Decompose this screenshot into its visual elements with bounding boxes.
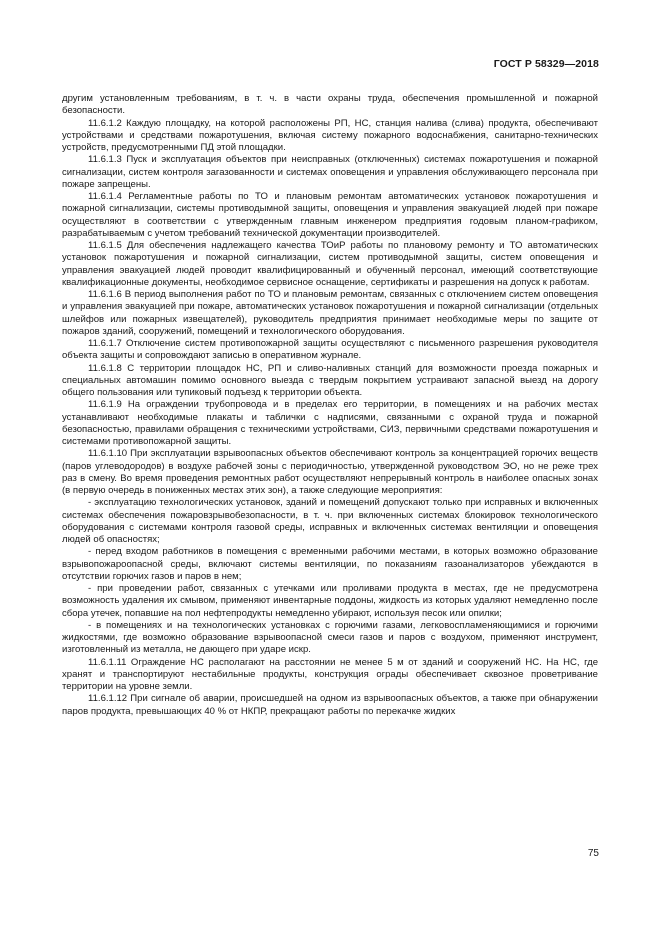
paragraph-11-6-1-7: 11.6.1.7 Отключение систем противопожарной защиты осуществляют с письменного разрешения руководителя объекта защиты и сопровождают записью в оперативном журнале.	[62, 338, 598, 362]
document-body	[62, 93, 598, 718]
list-item-spark-free-tools: - в помещениях и на технологических установках с горючими газами, легковоспламеняющимися и горючими жидкостями, где возможно образование взрывоопасной смеси газов и паров с воздухом, применяют инструмент, изготовленный из металла, не дающего при ударе искр.	[62, 619, 598, 656]
paragraph-11-6-1-11: 11.6.1.11 Ограждение НС располагают на расстоянии не менее 5 м от зданий и сооружений НС. На НС, где хранят и транспортируют нестабильные продукты, конструкция ограды обеспечивает сквозное проветривание территории на уровне земли.	[62, 656, 598, 692]
paragraph-11-6-1-2: 11.6.1.2 Каждую площадку, на которой расположены РП, НС, станция налива (слива) продукта, обеспечивают устройствами и средствами пожаротушения, включая систему пожарного водоснабжения, санитарно-технических устройств, предусмотренными ПД этой площадки.	[62, 117, 598, 153]
paragraph-11-6-1-12: 11.6.1.12 При сигнале об аварии, происшедшей на одном из взрывоопасных объектов, а также при обнаружении паров продукта, превышающих 40 % от НКПР, прекращают работы по перекачке жидких	[62, 693, 598, 717]
list-item-ventilation: - перед входом работников в помещения с временными рабочими местами, в которых возможно образование взрывопожароопасной среды, включают системы вентиляции, по показаниям газоанализаторов убеждаются в отсутствии горючих газов и паров в нем;	[62, 546, 598, 582]
paragraph-11-6-1-8: 11.6.1.8 С территории площадок НС, РП и сливо-наливных станций для возможности проезда пожарных и специальных автомашин помимо основного выезда с твердым покрытием устраивают запасной выезд на дорогу общего пользования или тупиковый подъезд к территории объекта.	[62, 362, 598, 398]
list-item-operation: - эксплуатацию технологических установок, зданий и помещений допускают только при исправных и включенных системах обеспечения пожаровзрывобезопасности, в т. ч. при включенных системах блокировок технологического оборудования с системами контроля газовой среды, исправных и включенных системах вентиляции и оповещения людей об опасностях;	[62, 497, 598, 545]
document-standard-header: ГОСТ Р 58329—2018	[493, 58, 599, 70]
paragraph-11-6-1-6: 11.6.1.6 В период выполнения работ по ТО и плановым ремонтам, связанных с отключением систем оповещения и управления эвакуацией при пожаре, автоматических установок пожаротушения и пожарной сигнализации (отдельных шлейфов или пожарных извещателей), руководитель предприятия принимает необходимые меры по защите от пожаров зданий, сооружений, помещений и технологического оборудования.	[62, 289, 598, 337]
paragraph-11-6-1-4: 11.6.1.4 Регламентные работы по ТО и плановым ремонтам автоматических установок пожаротушения и пожарной сигнализации, системы противодымной защиты, оповещения и управления эвакуацией людей при пожаре осуществляют в соответствии с утвержденным главным инженером предприятия годовым планом-графиком, разрабатываемым с учетом требований технической документации производителей.	[62, 191, 598, 239]
paragraph-11-6-1-5: 11.6.1.5 Для обеспечения надлежащего качества ТОиР работы по плановому ремонту и ТО автоматических установок пожаротушения и пожарной сигнализации, систем противодымной защиты, систем оповещения и управления эвакуацией людей проводит квалифицированный и обученный персонал, имеющий соответствующие квалификационные документы, необходимое сервисное оснащение, сертификаты и разрешения на допуск к работам.	[62, 240, 598, 288]
paragraph-continuation: другим установленным требованиям, в т. ч. в части охраны труда, обеспечения промышленной и пожарной безопасности.	[62, 93, 598, 117]
paragraph-11-6-1-10: 11.6.1.10 При эксплуатации взрывоопасных объектов обеспечивают контроль за концентрацией горючих веществ (паров углеводородов) в воздухе рабочей зоны с периодичностью, утвержденной руководством ЭО, но не реже трех раз в смену. Во время проведения ремонтных работ осуществляют непрерывный контроль в наиболее опасных зонах (в первую очередь в пониженных местах этих зон), а также следующие мероприятия:	[62, 448, 598, 496]
list-item-leaks: - при проведении работ, связанных с утечками или проливами продукта в местах, где не предусмотрена возможность удаления их смывом, применяют инвентарные поддоны, жидкость из которых удаляют немедленно после сбора утечек, попавшие на пол нефтепродукты немедленно убирают, используя песок или опилки;	[62, 583, 598, 619]
page-number: 75	[587, 848, 599, 859]
paragraph-11-6-1-9: 11.6.1.9 На ограждении трубопровода и в пределах его территории, в помещениях и на рабочих местах устанавливают необходимые плакаты и таблички с надписями, связанными с охраной труда и пожарной безопасностью, правилами обращения с техническими устройствами, СИЗ, первичными средствами пожаротушения и системами противопожарной защиты.	[62, 399, 598, 447]
paragraph-11-6-1-3: 11.6.1.3 Пуск и эксплуатация объектов при неисправных (отключенных) системах пожаротушения и пожарной сигнализации, систем контроля загазованности и системах оповещения и управления обслуживающего персонала при пожаре запрещены.	[62, 154, 598, 190]
